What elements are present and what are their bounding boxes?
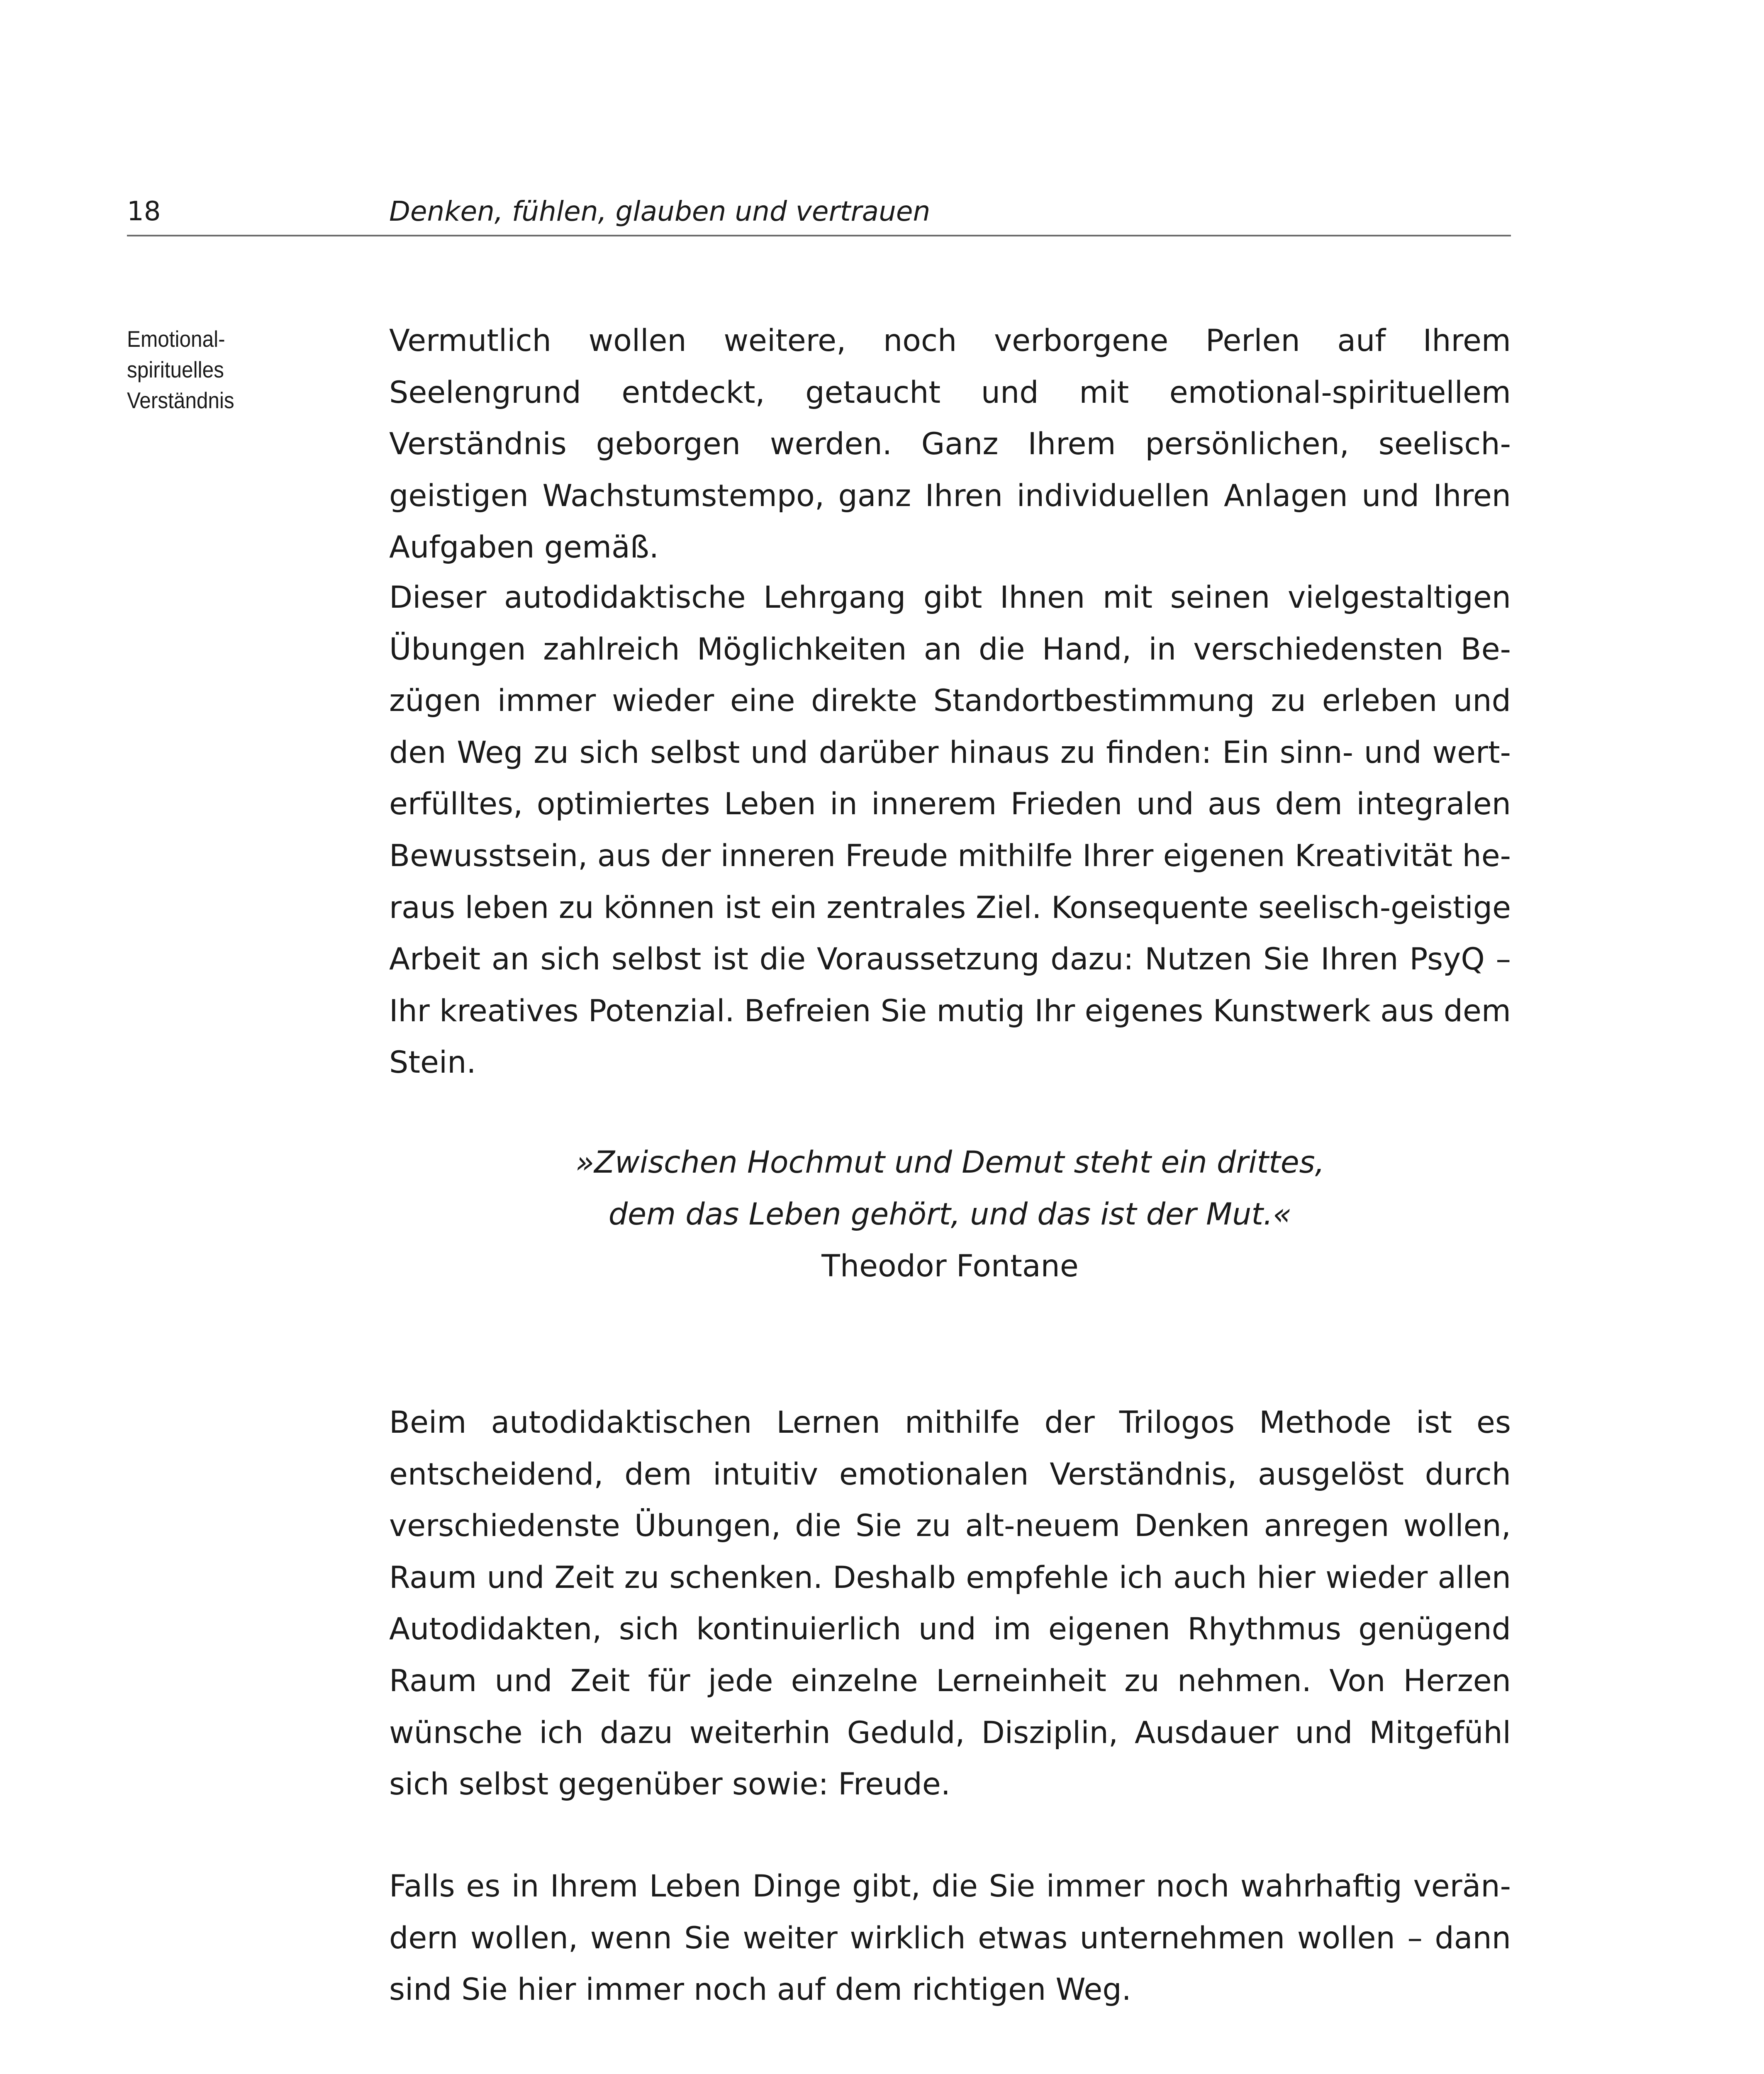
body-paragraph: Dieser autodidaktische Lehrgang gibt Ihnen mit seinen vielgestaltigen Übungen zahlreich Möglichkeiten an die Hand, in verschiedensten Bezügen immer wieder eine direkte Standortbestimmung zu erleben und den Weg zu sich selbst und darüber hinaus zu finden: Ein sinn- und werterfülltes, optimiertes Leben in innerem Frieden und aus dem integralen Bewusstsein, aus der inneren Freude mithilfe Ihrer eigenen Kreativität heraus leben zu können ist ein zentrales Ziel. Konsequente seelisch-geistige Arbeit an sich selbst ist die Voraussetzung dazu: Nutzen Sie Ihren PsyQ – Ihr kreatives Potenzial. Befreien Sie mutig Ihr eigenes Kunstwerk aus dem Stein. (389, 580, 1511, 1081)
epigraph-quote (389, 1137, 1511, 1292)
margin-note (127, 324, 250, 416)
margin-note-line: Emotional- (127, 326, 225, 352)
running-title: Denken, fühlen, glauben und vertrauen (389, 195, 931, 227)
body-paragraph: Beim autodidaktischen Lernen mithilfe der Trilogos Methode ist es entscheidend, dem intuitiv emotionalen Verständnis, ausgelöst durch verschiedenste Übungen, die Sie zu alt-neuem Denken anregen wollen, Raum und Zeit zu schenken. Deshalb empfehle ich auch hier wieder allen Autodidakten, sich kontinuierlich und im eigenen Rhythmus genügend Raum und Zeit für jede einzelne Lerneinheit zu nehmen. Von Herzen wünsche ich dazu weiterhin Geduld, Disziplin, Ausdauer und Mitgefühl sich selbst gegenüber sowie: Freude. (389, 1405, 1511, 1802)
running-header (127, 195, 1511, 236)
margin-note-line: spirituelles (127, 357, 224, 382)
body-paragraph: Falls es in Ihrem Leben Dinge gibt, die Sie immer noch wahrhaftig verändern wollen, wenn Sie weiter wirklich etwas unternehmen wollen – dann sind Sie hier immer noch auf dem richtigen Weg. (389, 1869, 1511, 2008)
quote-line: »Zwischen Hochmut und Demut steht ein drittes, (575, 1145, 1325, 1180)
page-number: 18 (127, 196, 161, 227)
body-paragraph: Vermutlich wollen weitere, noch verborgene Perlen auf Ihrem Seelengrund entdeckt, getaucht und mit emotional-spirituellem Verständnis geborgen werden. Ganz Ihrem persönlichen, seelisch-geistigen Wachstumstempo, ganz Ihren individuellen Anlagen und Ihren Aufgaben gemäß. (389, 323, 1511, 565)
margin-note-line: Verständnis (127, 387, 234, 413)
quote-line: dem das Leben gehört, und das ist der Mut.« (608, 1197, 1292, 1232)
quote-author: Theodor Fontane (821, 1249, 1079, 1284)
